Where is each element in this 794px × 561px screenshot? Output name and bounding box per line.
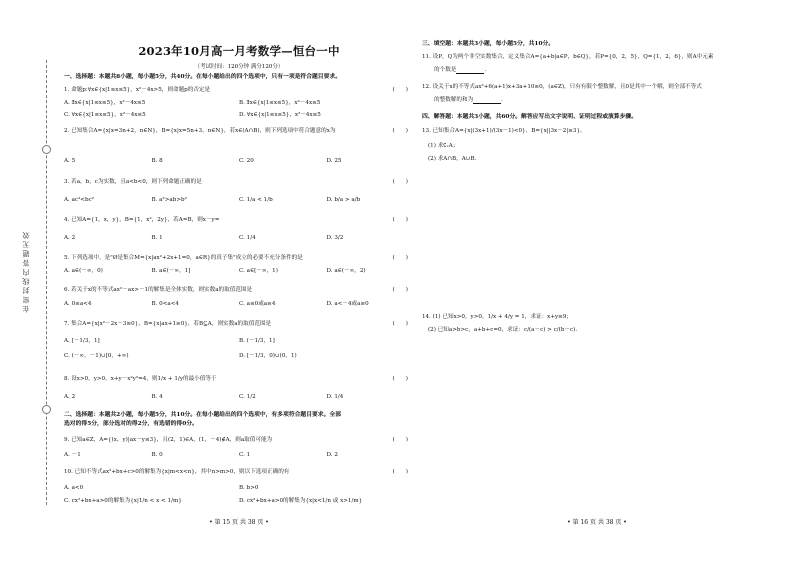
binding-strip: [0, 0, 60, 561]
section-2-heading: 二、选择题：本题共2小题，每小题5分，共10分。在每小题给出的四个选项中，有多项符合题目要求。全部: [64, 412, 341, 418]
question-4: 4. 已知A={1，x，y}，B={1，x²，2y}，若A=B，则x－y= ( ): [64, 217, 408, 223]
question-10-options: C. cx²+bx+a>0的解集为{x|1/n < x < 1/m} D. cx²+bx+a>0的解集为{x|x<1/n 或 x>1/m}: [64, 498, 363, 504]
section-1-heading: 一、选择题：本题共8小题，每小题5分，共40分。在每小题给出的四个选项中，只有一项是符合题目要求。: [64, 74, 341, 80]
exam-title: 2023年10月高一月考数学—恒台一中: [138, 44, 340, 58]
question-14-part-1: 14. (1) 已知x>0，y>0，1/x + 4/y = 1，求证：x+y≥9；: [422, 314, 573, 320]
answer-blank[interactable]: [473, 98, 501, 104]
question-10-options: A. a<0 B. b>0: [64, 485, 259, 491]
question-8-options: A. 2 B. 4 C. 1/2 D. 1/4: [64, 394, 344, 400]
question-6: 6. 若关于x的不等式ax²－ax>－1的解集是全体实数，则实数a的取值范围是 ( ): [64, 287, 408, 293]
question-13-part-1: (1) 求∁ᵣA；: [428, 143, 459, 149]
answer-blank[interactable]: [456, 68, 484, 74]
question-7-options: C. (－∞，－1)∪[0，+∞) D. [－1/3，0)∪(0，1): [64, 353, 297, 359]
question-10: 10. 已知不等式ax²+bx+c>0的解集为{x|m<x<n}，其中n>m>0，则以下选项正确的有 ( ): [64, 469, 408, 475]
question-2-options: A. 5 B. 8 C. 20 D. 25: [64, 158, 342, 164]
question-1-options: A. ∃x∈{x|1≤x≤5}，x²－4x≤5 B. ∃x∈{x|1≤x≤5}，x²－4x≤5: [64, 100, 321, 106]
question-6-options: A. 0≤a<4 B. 0<a<4 C. a≤0或a≥4 D. a<－4或a≥0: [64, 301, 369, 307]
question-12: 12. 设关于x的不等式ax²+6(a+1)x+3a+10≥0，(a∈Z)，只有有限个整数解，且0是其中一个解，则全部不等式: [422, 84, 702, 90]
page-number-left: • 第 15 页 共 38 页 •: [209, 519, 269, 526]
question-11: 11. 设P，Q为两个非空实数集合，定义集合A={a+b|a∈P，b∈Q}，若P={0，2，5}，Q={1，2，6}，则A中元素: [422, 54, 714, 60]
question-12-cont: 的整数解的和为 .: [434, 97, 503, 103]
question-1-options: C. ∀x∈{x|1≤x≤5}，x²－4x≤5 D. ∀x∈{x|1≤x≤5}，x²－4x≤5: [64, 112, 321, 118]
question-1: 1. 命题p:∀x∈{x|1≤x≤5}，x²－4x>5，则命题p的否定是 ( ): [64, 87, 408, 93]
question-3: 3. 若a，b，c为实数，且a<b<0，则下列命题正确的是 ( ): [64, 179, 408, 185]
question-7-options: A. [－1/3，1] B. (－1/3，1]: [64, 338, 275, 344]
seal-note: 在 密 封 线 内 答 题 无 效: [22, 232, 30, 313]
question-9: 9. 已知a∈Z，A={(x，y)|ax－y≤3}，且(2，1)∈A，(1，－4)∉A，则a取值可能为 ( ): [64, 437, 408, 443]
section-4-heading: 四、解答题：本题共3小题，共60分。解答应写出文字说明、证明过程或演算步骤。: [422, 114, 637, 120]
question-5: 5. 下列选项中，是"Ø是集合M={x|ax²+2x+1=0，a∈R}的真子集"成立的必要不充分条件的是 ( ): [64, 255, 408, 261]
question-8: 8. 设x>0，y>0，x+y－x²y²=4，则1/x + 1/y的最小值等于 ( ): [64, 376, 408, 382]
question-14-part-2: (2) 已知a>b>c，a+b+c=0，求证：c/(a－c) > c/(b－c).: [428, 327, 578, 333]
question-3-options: A. ac²<bc² B. a²>ab>b² C. 1/a < 1/b D. b/a > a/b: [64, 197, 361, 203]
section-3-heading: 三、填空题：本题共3小题，每小题5分，共10分。: [422, 41, 555, 47]
question-13-part-2: (2) 求A∩B，A∪B.: [428, 156, 477, 162]
exam-subtitle: （考试时间：120分钟 满分120分）: [194, 64, 284, 70]
question-7: 7. 集合A={x|x²－2x－3≥0}，B={x|ax+1≥0}，若B⊆A，则实数a的取值范围是 ( ): [64, 321, 408, 327]
page-number-right: • 第 16 页 共 38 页 •: [567, 519, 627, 526]
question-4-options: A. 2 B. 1 C. 1/4 D. 3/2: [64, 235, 344, 241]
binding-hole: [42, 145, 51, 154]
section-2-heading-cont: 选对的得5分，部分选对的得2分，有选错的得0分。: [64, 421, 198, 427]
question-13: 13. 已知集合A={x|(3x+1)/(3x－1)<0}，B={x||3x－2|≥3}。: [422, 128, 586, 134]
question-2: 2. 已知集合A={x|x=3n+2，n∈N}，B={x|x=5n+3，n∈N}，若x∈(A∩B)，则下列选项中符合题意的x为 ( ): [64, 128, 408, 134]
binding-hole: [42, 405, 51, 414]
question-9-options: A. －1 B. 0 C. 1 D. 2: [64, 452, 338, 458]
question-11-cont: 的个数是 .: [434, 67, 487, 73]
question-5-options: A. a∈(－∞，0) B. a∈(－∞，1] C. a∈[－∞，1) D. a∈(－∞，2): [64, 268, 366, 274]
seal-line: [46, 60, 47, 505]
